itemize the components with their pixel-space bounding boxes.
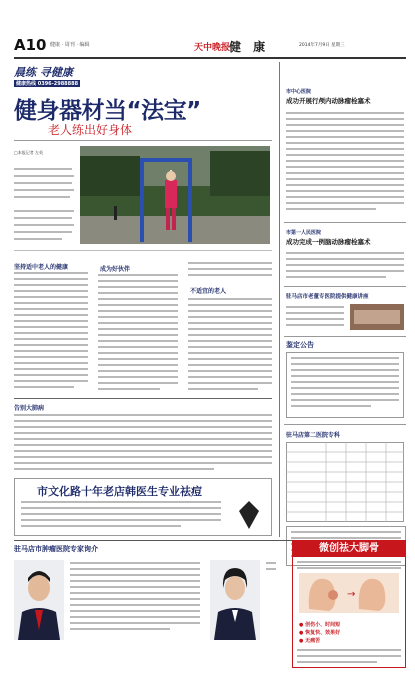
r2-title: 成功完成一例脑动脉瘤栓塞术 <box>286 238 371 246</box>
r5-table <box>286 442 404 522</box>
ribbon-icon <box>233 499 265 531</box>
a6-title: 驻马店市肿瘤医院专家询介 <box>14 545 98 553</box>
r4-box <box>286 352 404 418</box>
issue-date: 2014年7月9日 星期三 <box>299 43 345 48</box>
r2-kicker: 市第一人民医院 <box>286 230 322 236</box>
ad-item-3: ● 无痛苦 <box>299 638 321 644</box>
lead-title: 健身器材当“法宝” <box>14 98 201 124</box>
a3-title: 不适宜的老人 <box>190 288 227 295</box>
ad-item-1: ● 创伤小、时间短 <box>299 622 341 628</box>
park-exercise-photo <box>80 146 270 244</box>
paper-name: 天中晚报 <box>194 43 231 53</box>
lead-subtitle: 老人练出好身体 <box>48 123 133 137</box>
r1-kicker: 市中心医院 <box>286 89 312 95</box>
r2-rule <box>284 286 406 287</box>
r1-rule <box>284 222 406 223</box>
lead-byline: □本报记者 左英 <box>14 150 44 155</box>
lead-divider <box>14 140 272 141</box>
page-code: A10 <box>14 36 47 54</box>
lead-bottom-rule <box>14 398 272 399</box>
schedule-table <box>286 442 404 522</box>
a1-title: 坚持适中老人的健康 <box>14 264 69 271</box>
header-meta: 健康 · 周刊 · 编辑 <box>50 42 90 48</box>
a4-title: 告别大肺病 <box>14 405 45 412</box>
a2-title: 成为好伙伴 <box>100 266 131 273</box>
r3-rule <box>284 336 406 337</box>
section-title: 健 康 <box>229 40 270 54</box>
r4-rule <box>284 424 406 425</box>
r4-title: 鉴定公告 <box>286 341 314 349</box>
r1-title: 成功开展行颅内动脉瘤栓塞术 <box>286 97 371 105</box>
lead-rule-2 <box>14 250 272 251</box>
ad-item-2: ● 恢复快、效果好 <box>299 630 341 636</box>
lead-photo <box>80 146 270 244</box>
r3-photo <box>350 304 404 330</box>
svg-text:→: → <box>347 589 356 600</box>
column-phone: 健康热线 0396-2988888 <box>16 81 79 87</box>
a5-title: 市文化路十年老店韩医生专业祛痘 <box>37 485 202 498</box>
doctor-portrait-2 <box>210 560 260 640</box>
column-divider <box>279 62 280 537</box>
masthead <box>14 36 406 56</box>
r3-title: 驻马店市老董专医院提供健康讲座 <box>286 294 369 300</box>
r5-title: 驻马店第二医院专科 <box>286 432 341 439</box>
masthead-rule <box>14 57 406 59</box>
foot-illustration <box>299 573 399 613</box>
column-brand: 晨练 寻健康 <box>14 66 73 79</box>
ad-acne-clinic <box>14 478 272 536</box>
doctor-portrait-1 <box>14 560 64 640</box>
ad-bunion <box>292 540 406 668</box>
ad-title: 微创祛大脚骨 <box>293 541 405 557</box>
